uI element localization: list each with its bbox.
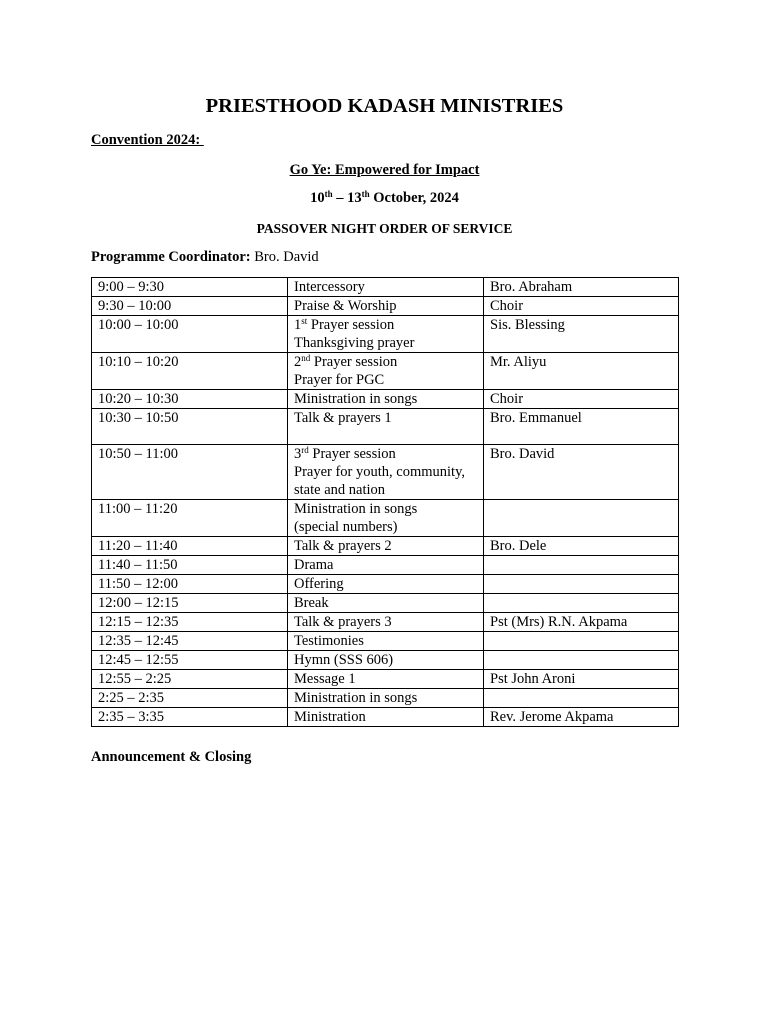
table-row: [92, 670, 679, 689]
time-cell: 2:25 – 2:35: [92, 689, 288, 708]
start-day: 10: [310, 190, 325, 206]
activity-cell: Break: [288, 594, 484, 613]
activity-cell: Ministration in songs: [288, 689, 484, 708]
date-month-year: October, 2024: [369, 190, 459, 206]
activity-cell: Message 1: [288, 670, 484, 689]
time-cell: 12:15 – 12:35: [92, 613, 288, 632]
service-title: PASSOVER NIGHT ORDER OF SERVICE: [256, 221, 513, 236]
table-row: [92, 537, 679, 556]
activity-cell: Testimonies: [288, 632, 484, 651]
leader-cell: [484, 594, 679, 613]
closing-note: Announcement & Closing: [91, 749, 252, 765]
convention-label: Convention 2024:: [91, 132, 204, 148]
leader-cell: Sis. Blessing: [484, 316, 679, 353]
end-day: 13: [347, 190, 362, 206]
leader-cell: [484, 500, 679, 537]
activity-cell: 3rd Prayer session Prayer for youth, community, state and nation: [288, 445, 484, 500]
coordinator-name: Bro. David: [254, 249, 319, 265]
coordinator-label: Programme Coordinator:: [91, 249, 251, 265]
table-row: [92, 594, 679, 613]
leader-cell: [484, 651, 679, 670]
programme-coordinator: [91, 248, 319, 266]
organization-title: PRIESTHOOD KADASH MINISTRIES: [205, 95, 564, 117]
table-row: [92, 409, 679, 445]
activity-cell: Intercessory: [288, 278, 484, 297]
table-row: [92, 500, 679, 537]
time-cell: 11:50 – 12:00: [92, 575, 288, 594]
activity-cell: Praise & Worship: [288, 297, 484, 316]
leader-cell: Pst (Mrs) R.N. Akpama: [484, 613, 679, 632]
table-row: [92, 445, 679, 500]
date-separator: –: [332, 190, 348, 206]
activity-cell: Ministration: [288, 708, 484, 727]
time-cell: 11:40 – 11:50: [92, 556, 288, 575]
table-row: [92, 632, 679, 651]
time-cell: 10:20 – 10:30: [92, 390, 288, 409]
table-row: [92, 390, 679, 409]
time-cell: 12:00 – 12:15: [92, 594, 288, 613]
leader-cell: Pst John Aroni: [484, 670, 679, 689]
activity-cell: Talk & prayers 3: [288, 613, 484, 632]
end-day-suffix: th: [361, 189, 370, 199]
leader-cell: Bro. Abraham: [484, 278, 679, 297]
table-row: [92, 278, 679, 297]
activity-cell: Talk & prayers 2: [288, 537, 484, 556]
time-cell: 11:20 – 11:40: [92, 537, 288, 556]
table-row: [92, 556, 679, 575]
leader-cell: Choir: [484, 390, 679, 409]
start-day-suffix: th: [324, 189, 333, 199]
time-cell: 10:50 – 11:00: [92, 445, 288, 500]
activity-cell: 1st Prayer session Thanksgiving prayer: [288, 316, 484, 353]
leader-cell: Bro. Emmanuel: [484, 409, 679, 445]
time-cell: 11:00 – 11:20: [92, 500, 288, 537]
leader-cell: Bro. Dele: [484, 537, 679, 556]
time-cell: 12:45 – 12:55: [92, 651, 288, 670]
activity-cell: Hymn (SSS 606): [288, 651, 484, 670]
activity-cell: Ministration in songs: [288, 390, 484, 409]
leader-cell: [484, 556, 679, 575]
table-row: [92, 316, 679, 353]
time-cell: 10:00 – 10:00: [92, 316, 288, 353]
time-cell: 10:10 – 10:20: [92, 353, 288, 390]
table-row: [92, 689, 679, 708]
table-row: [92, 575, 679, 594]
leader-cell: [484, 632, 679, 651]
leader-cell: [484, 689, 679, 708]
time-cell: 12:55 – 2:25: [92, 670, 288, 689]
convention-theme: Go Ye: Empowered for Impact: [289, 162, 480, 178]
order-of-service-table: [91, 277, 679, 727]
leader-cell: Bro. David: [484, 445, 679, 500]
leader-cell: Mr. Aliyu: [484, 353, 679, 390]
activity-cell: 2nd Prayer session Prayer for PGC: [288, 353, 484, 390]
time-cell: 9:00 – 9:30: [92, 278, 288, 297]
time-cell: 2:35 – 3:35: [92, 708, 288, 727]
time-cell: 12:35 – 12:45: [92, 632, 288, 651]
table-row: [92, 651, 679, 670]
table-row: [92, 353, 679, 390]
leader-cell: Choir: [484, 297, 679, 316]
table-row: [92, 708, 679, 727]
leader-cell: [484, 575, 679, 594]
leader-cell: Rev. Jerome Akpama: [484, 708, 679, 727]
activity-cell: Ministration in songs (special numbers): [288, 500, 484, 537]
time-cell: 10:30 – 10:50: [92, 409, 288, 445]
convention-dates: [91, 189, 678, 207]
activity-cell: Offering: [288, 575, 484, 594]
table-row: [92, 297, 679, 316]
time-cell: 9:30 – 10:00: [92, 297, 288, 316]
table-row: [92, 613, 679, 632]
activity-cell: Talk & prayers 1: [288, 409, 484, 445]
activity-cell: Drama: [288, 556, 484, 575]
